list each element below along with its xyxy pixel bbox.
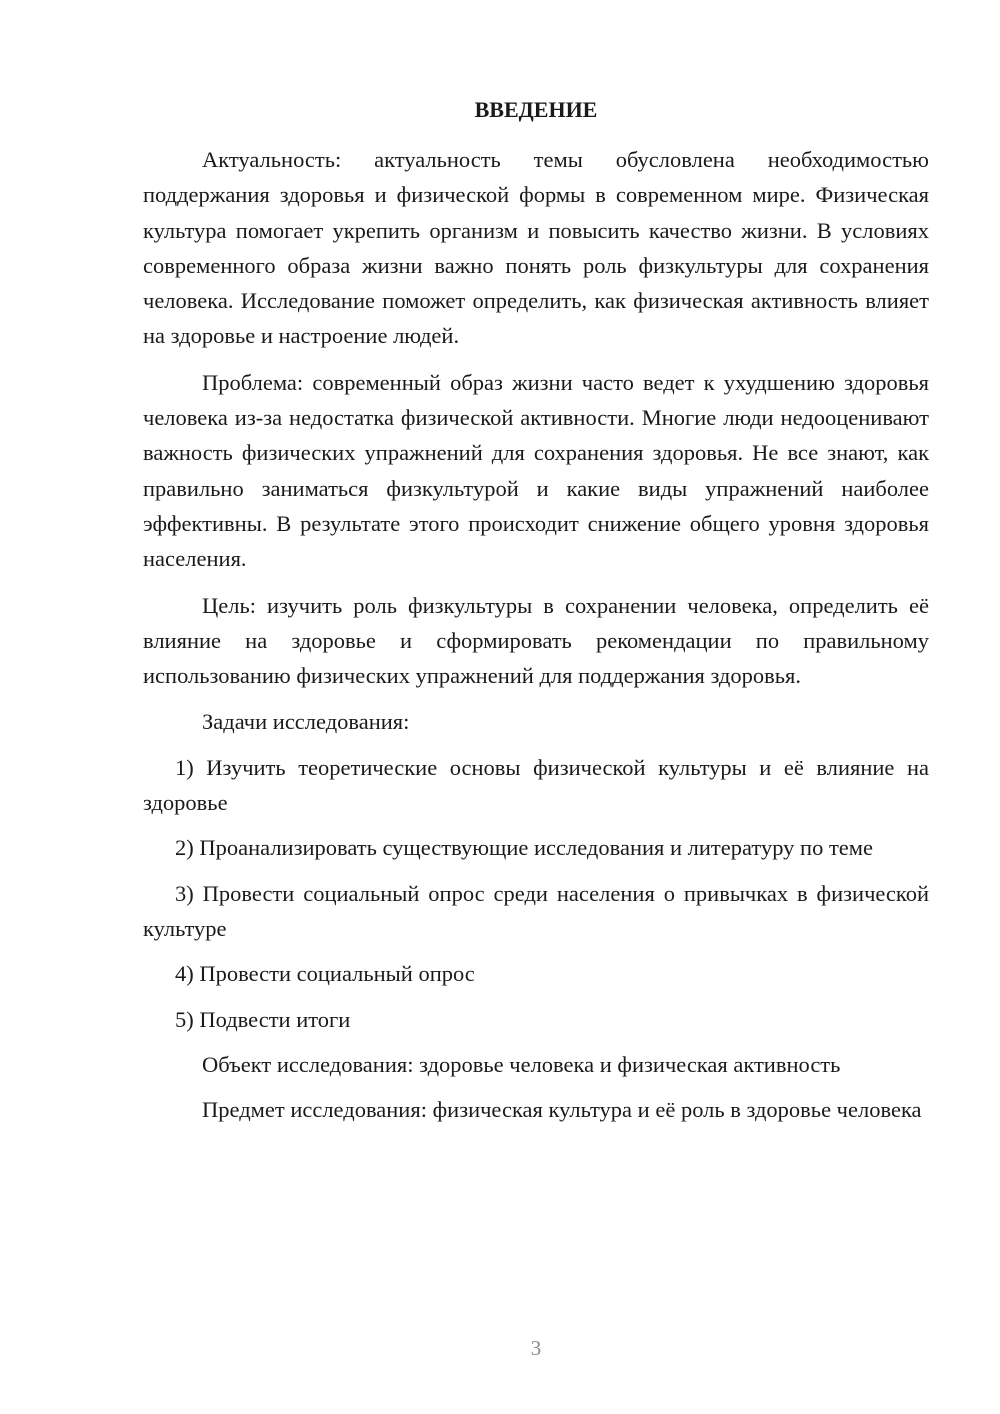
- task-item-3: 3) Провести социальный опрос среди населения о привычках в физической культуре: [143, 880, 929, 941]
- paragraph-relevance: Актуальность: актуальность темы обусловлена необходимостью поддержания здоровья и физической формы в современном мире. Физическая культура помогает укрепить организм и повысить качество жизни. В условиях современного образа жизни важно понять роль физкультуры для сохранения человека. Исследование поможет определить, как физическая активность влияет на здоровье и настроение людей.: [143, 147, 929, 349]
- research-subject: Предмет исследования: физическая культура и её роль в здоровье человека: [202, 1097, 922, 1123]
- paragraph-problem: Проблема: современный образ жизни часто ведет к ухудшению здоровья человека из-за недостатка физической активности. Многие люди недооценивают важность физических упражнений для сохранения здоровья. Не все знают, как правильно заниматься физкультурой и какие виды упражнений наиболее эффективны. В результате этого происходит снижение общего уровня здоровья населения.: [143, 369, 929, 572]
- tasks-label: Задачи исследования:: [202, 709, 410, 735]
- paragraph-goal: Цель: изучить роль физкультуры в сохранении человека, определить её влияние на здоровье и сформировать рекомендации по правильному использованию физических упражнений для поддержания здоровья.: [143, 592, 929, 689]
- research-object: Объект исследования: здоровье человека и физическая активность: [202, 1051, 841, 1077]
- task-item-1: 1) Изучить теоретические основы физической культуры и её влияние на здоровье: [143, 754, 929, 816]
- document-page: [143, 94, 929, 1138]
- task-item-4: 4) Провести социальный опрос: [175, 961, 475, 987]
- page-number: 3: [530, 1336, 542, 1360]
- section-title: ВВЕДЕНИЕ: [474, 97, 598, 122]
- task-item-5: 5) Подвести итоги: [175, 1006, 351, 1032]
- task-item-2: 2) Проанализировать существующие исследования и литературу по теме: [175, 835, 873, 861]
